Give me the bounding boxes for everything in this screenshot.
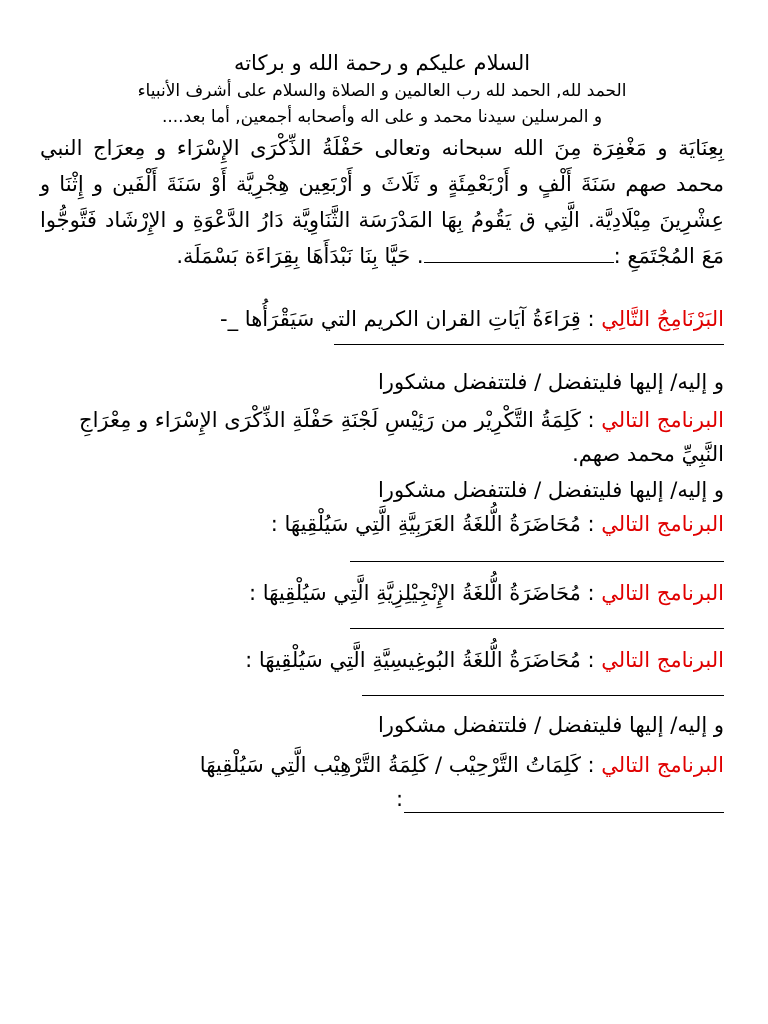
- program-text: : كَلِمَةُ التَّكْرِيْر من رَئِيْسِ لَجْنَةِ حَفْلَةِ الذِّكْرَى الإِسْرَاء و مِعْرَاجِ النَّبِيِّ محمد صهم.: [79, 408, 724, 466]
- greeting-heading: السلام عليكم و رحمة الله و بركاته: [233, 51, 531, 75]
- document-page: [40, 48, 724, 816]
- program-quran: [40, 302, 724, 336]
- program-text: : قِرَاءَةُ آيَاتِ القران الكريم التي سَيَقْرَأُها _-: [220, 307, 602, 331]
- program-english-lecture: [40, 576, 724, 610]
- reply-line: و إليه/ إليها فليتفضل / فلتتفضل مشكورا: [377, 713, 724, 737]
- program-text: : مُحَاضَرَةُ الُّلغَةُ البُوغِيسِيَّةِ الَّتِي سَيُلْقِيهَا :: [245, 648, 602, 672]
- program-label: البرنامج التالي: [601, 753, 724, 777]
- program-text: : مُحَاضَرَةُ الُّلغَةُ العَرَبِيَّةِ الَّتِي سَيُلْقِيهَا :: [270, 512, 602, 536]
- program-text: : كَلِمَاتُ التَّرْحِيْب / كَلِمَةُ التَّرْهِيْب الَّتِي سَيُلْقِيهَا: [199, 753, 602, 777]
- program-label: البرنامج التالي: [601, 512, 724, 536]
- praise-line-1: الحمد لله, الحمد لله رب العالمين و الصلاة والسلام على أشرف الأنبياء: [137, 81, 627, 101]
- program-text: : مُحَاضَرَةُ الُّلغَةُ الإِنْجِيْلِزِيَّةِ الَّتِي سَيُلْقِيهَا :: [248, 581, 602, 605]
- blank-line: [404, 812, 724, 813]
- intro-text-end: . حَيَّا بِنَا نَبْدَأَهَا بِقِرَاءَة بَسْمَلَة.: [176, 244, 424, 268]
- program-label: البَرْنَامِجُ التَّالِي: [601, 307, 724, 331]
- program-welcome: [40, 748, 724, 782]
- program-label: البرنامج التالي: [601, 408, 724, 432]
- program-chairman: [40, 403, 724, 471]
- program-arabic-lecture: [40, 507, 724, 541]
- community-name-blank: [424, 248, 614, 263]
- program-label: البرنامج التالي: [601, 648, 724, 672]
- reply-line: و إليه/ إليها فليتفضل / فلتتفضل مشكورا: [377, 478, 724, 502]
- program-bugis-lecture: [40, 643, 724, 677]
- intro-paragraph: [40, 130, 724, 274]
- praise-line-2: و المرسلين سيدنا محمد و على اله وأصحابه أجمعين, أما بعد....: [161, 107, 603, 127]
- program-label: البرنامج التالي: [601, 581, 724, 605]
- reply-line: و إليه/ إليها فليتفضل / فلتتفضل مشكورا: [377, 370, 724, 394]
- final-colon: :: [396, 787, 404, 811]
- final-blank-row: [40, 782, 724, 816]
- intro-text: بِعِنَايَة و مَغْفِرَة مِنَ الله سبحانه وتعالى حَفْلَةُ الذِّكْرَى الإِسْرَاء و مِعرَاج النبي محمد صهم سَنَةَ أَلْفٍ و أَرْبَعْمِئَةٍ و ثَلَاثَ و أَرْبَعِين هِجْرِيَّة أَوْ سَنَةَ أَلْفَين و إِثْنَا و عِشْرِينَ مِيْلَادِيَّة. الَّتِي ق يَقُومُ بِهَا المَدْرَسَة الثَّنَاوِيَّة دَارُ الدَّعْوَةِ و الإِرْشَاد فَتَّوجُّوا مَعَ المُجْتَمَعِ :: [40, 136, 724, 268]
